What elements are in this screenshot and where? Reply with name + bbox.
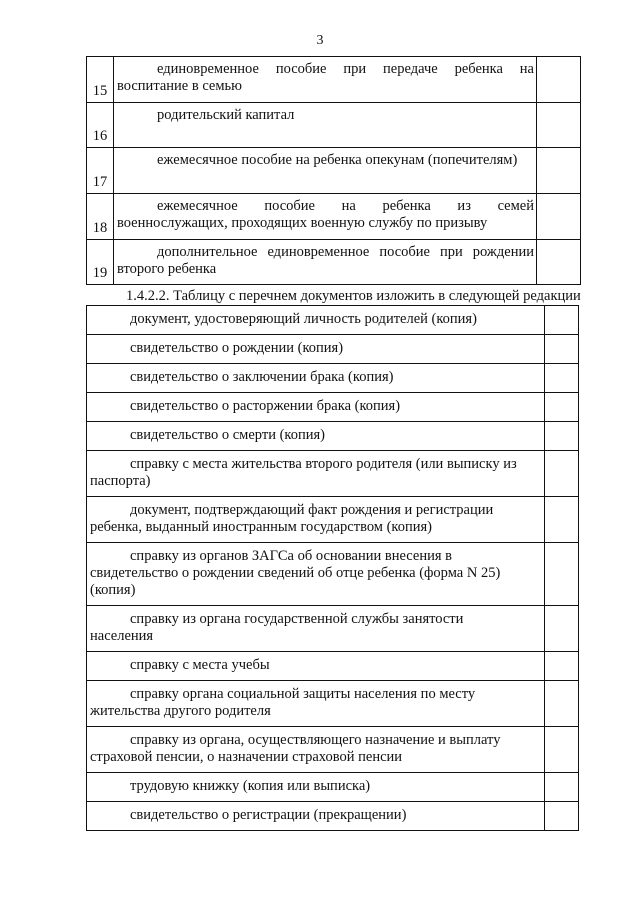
- empty-cell: [537, 57, 581, 103]
- row-text: [87, 727, 545, 773]
- table-row: [87, 103, 581, 148]
- table-row: [87, 773, 579, 802]
- row-text-line: страховой пенсии, о назначении страховой пенсии: [90, 749, 403, 765]
- row-text: [114, 194, 537, 240]
- empty-cell: [545, 727, 579, 773]
- empty-cell: [545, 802, 579, 831]
- row-text: [87, 393, 545, 422]
- row-number: 15: [87, 57, 114, 103]
- row-number: 17: [87, 148, 114, 194]
- table-row: [87, 194, 581, 240]
- table-row: [87, 148, 581, 194]
- row-text-line: свидетельство о рождении (копия): [130, 340, 344, 356]
- row-text-line: свидетельство о регистрации (прекращении): [130, 807, 407, 823]
- empty-cell: [545, 364, 579, 393]
- table-row: [87, 802, 579, 831]
- row-text-line: справку из органа государственной службы занятости: [130, 611, 464, 627]
- table-row: [87, 681, 579, 727]
- row-text-line: воспитание в семью: [117, 78, 242, 94]
- row-text-line: документ, удостоверяющий личность родителей (копия): [130, 311, 477, 327]
- row-text: [87, 451, 545, 497]
- row-text: [87, 606, 545, 652]
- row-text-line: паспорта): [90, 473, 151, 489]
- row-text-line: родительский капитал: [157, 107, 295, 123]
- row-text: [87, 773, 545, 802]
- row-text: [114, 57, 537, 103]
- row-text-line: свидетельство о расторжении брака (копия): [130, 398, 401, 414]
- row-text: [87, 543, 545, 606]
- row-text-line: ребенка, выданный иностранным государством (копия): [90, 519, 432, 535]
- row-text-line: ежемесячное пособие на ребенка опекунам (попечителям): [157, 152, 518, 168]
- table-row: [87, 497, 579, 543]
- table-row: [87, 240, 581, 285]
- row-text-line: справку из органов ЗАГСа об основании внесения в: [130, 548, 452, 564]
- table-row: [87, 306, 579, 335]
- empty-cell: [545, 306, 579, 335]
- benefits-table: [86, 56, 581, 285]
- table-row: [87, 57, 581, 103]
- row-text-line: (копия): [90, 582, 136, 598]
- table-row: [87, 335, 579, 364]
- empty-cell: [545, 606, 579, 652]
- table-row: [87, 393, 579, 422]
- row-text-line: свидетельство о заключении брака (копия): [130, 369, 394, 385]
- empty-cell: [545, 497, 579, 543]
- empty-cell: [545, 422, 579, 451]
- row-text-line: единовременное пособие при передаче ребенка на: [157, 61, 534, 77]
- row-text: [87, 306, 545, 335]
- row-text: [114, 103, 537, 148]
- row-text-line: военнослужащих, проходящих военную службу по призыву: [117, 215, 488, 231]
- row-text: [114, 148, 537, 194]
- empty-cell: [537, 194, 581, 240]
- row-text-line: второго ребенка: [117, 261, 217, 277]
- documents-table: [86, 305, 579, 831]
- row-text: [87, 335, 545, 364]
- row-text: [114, 240, 537, 285]
- row-text: [87, 497, 545, 543]
- row-text-line: свидетельство о смерти (копия): [130, 427, 325, 443]
- row-text: [87, 422, 545, 451]
- row-text-line: справку с места жительства второго родителя (или выписку из: [130, 456, 517, 472]
- empty-cell: [545, 652, 579, 681]
- empty-cell: [545, 773, 579, 802]
- empty-cell: [545, 681, 579, 727]
- row-text: [87, 652, 545, 681]
- table-row: [87, 364, 579, 393]
- page-number: 3: [316, 33, 324, 48]
- row-text: [87, 364, 545, 393]
- row-number: 16: [87, 103, 114, 148]
- row-number: 19: [87, 240, 114, 285]
- table-row: [87, 606, 579, 652]
- table-row: [87, 727, 579, 773]
- empty-cell: [545, 543, 579, 606]
- row-text-line: документ, подтверждающий факт рождения и регистрации: [130, 502, 494, 518]
- empty-cell: [545, 451, 579, 497]
- row-text-line: справку с места учебы: [130, 657, 270, 673]
- row-text-line: населения: [90, 628, 154, 644]
- empty-cell: [537, 240, 581, 285]
- row-text: [87, 681, 545, 727]
- row-text-line: трудовую книжку (копия или выписка): [130, 778, 371, 794]
- row-text-line: свидетельство о рождении сведений об отце ребенка (форма N 25): [90, 565, 501, 581]
- empty-cell: [537, 148, 581, 194]
- row-text-line: справку из органа, осуществляющего назначение и выплату: [130, 732, 501, 748]
- row-text-line: жительства другого родителя: [90, 703, 271, 719]
- table-row: [87, 652, 579, 681]
- row-text-line: дополнительное единовременное пособие при рождении: [157, 244, 534, 260]
- instruction-paragraph: 1.4.2.2. Таблицу с перечнем документов изложить в следующей редакции: [126, 288, 581, 304]
- empty-cell: [545, 335, 579, 364]
- empty-cell: [537, 103, 581, 148]
- row-text-line: справку органа социальной защиты населения по месту: [130, 686, 476, 702]
- table-row: [87, 543, 579, 606]
- row-text: [87, 802, 545, 831]
- row-number: 18: [87, 194, 114, 240]
- empty-cell: [545, 393, 579, 422]
- table-row: [87, 422, 579, 451]
- row-text-line: ежемесячное пособие на ребенка из семей: [157, 198, 534, 214]
- table-row: [87, 451, 579, 497]
